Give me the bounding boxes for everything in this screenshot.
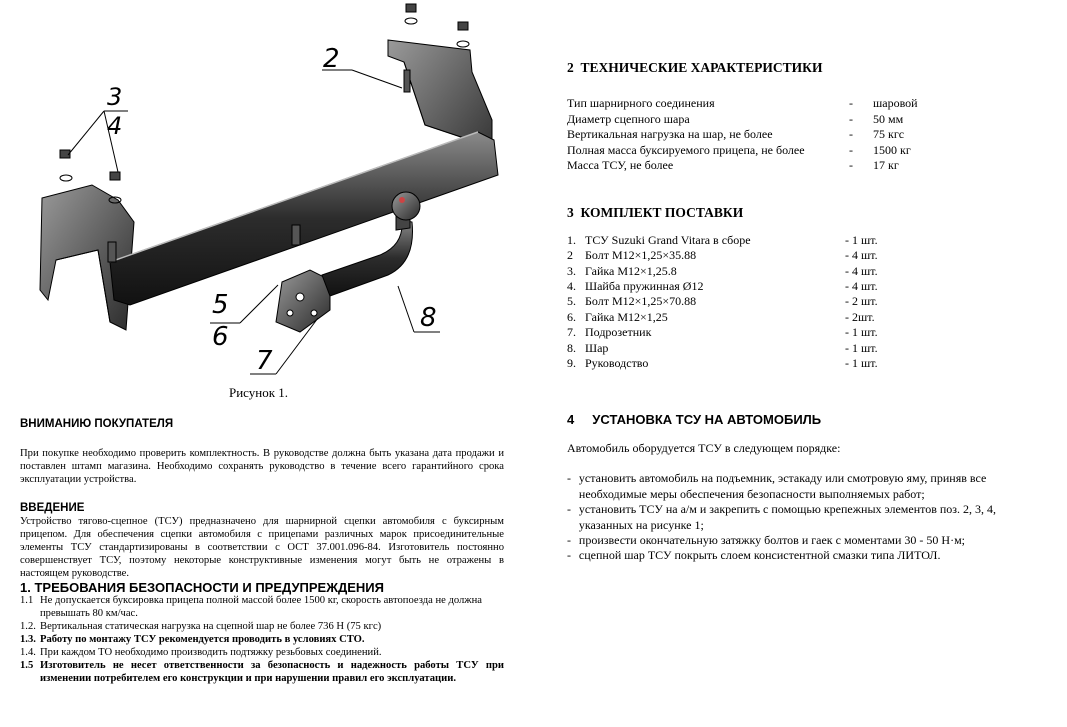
safety-item-text: Не допускается буксировка прицепа полной массой более 1500 кг, скорость автопоезда не должна превышать 80 км/час. bbox=[40, 595, 482, 619]
kit-idx: 1. bbox=[567, 232, 576, 247]
specs-heading bbox=[567, 60, 1037, 75]
spec-name: Полная масса буксируемого прицепа, не более bbox=[567, 142, 805, 157]
spec-dash: - bbox=[849, 111, 853, 126]
safety-item-num: 1.4. bbox=[20, 647, 36, 658]
callout-2: 2 bbox=[323, 44, 340, 74]
callout-5: 5 bbox=[212, 290, 229, 320]
safety-item bbox=[20, 659, 504, 685]
callout-8: 8 bbox=[420, 303, 437, 333]
kit-qty: - 2 шт. bbox=[845, 294, 878, 309]
spec-name: Диаметр сцепного шара bbox=[567, 111, 690, 126]
kit-idx: 7. bbox=[567, 325, 576, 340]
spec-value: 50 мм bbox=[873, 111, 904, 126]
kit-idx: 5. bbox=[567, 294, 576, 309]
kit-idx: 6. bbox=[567, 309, 576, 324]
specs-num: 2 bbox=[567, 60, 574, 75]
kit-row bbox=[567, 279, 1037, 294]
kit-row bbox=[567, 248, 1037, 263]
spec-value: 75 кгс bbox=[873, 127, 905, 142]
kit-qty: - 1 шт. bbox=[845, 232, 878, 247]
towbar-drawing bbox=[0, 0, 520, 390]
kit-row bbox=[567, 325, 1037, 340]
spec-name: Масса ТСУ, не более bbox=[567, 158, 674, 173]
kit-qty: - 1 шт. bbox=[845, 325, 878, 340]
kit-name: Болт М12×1,25×70.88 bbox=[585, 294, 697, 309]
install-num: 4 bbox=[567, 411, 575, 427]
right-column bbox=[567, 60, 1037, 564]
specs-title: ТЕХНИЧЕСКИЕ ХАРАКТЕРИСТИКИ bbox=[580, 60, 823, 75]
callout-3: 3 bbox=[107, 83, 123, 111]
callout-7: 7 bbox=[256, 346, 273, 376]
kit-name: Руководство bbox=[585, 356, 649, 371]
kit-title: КОМПЛЕКТ ПОСТАВКИ bbox=[580, 205, 744, 221]
kit-row bbox=[567, 294, 1037, 309]
spec-dash: - bbox=[849, 96, 853, 111]
install-step-text: произвести окончательную затяжку болтов и гаек с моментами 30 - 50 Н·м; bbox=[578, 532, 965, 547]
spec-name: Вертикальная нагрузка на шар, не более bbox=[567, 127, 773, 142]
safety-item-text: Вертикальная статическая нагрузка на сцепной шар не более 736 Н (75 кгс) bbox=[40, 621, 382, 632]
install-step: - установить автомобиль на подъемник, эстакаду или смотровую яму, приняв все необходимые меры обеспечения безопасности выполняемых работ; bbox=[567, 471, 1037, 502]
notice-text: При покупке необходимо проверить комплектность. В руководстве должна быть указана дата продажи и поставлен штамп магазина. Необходимо сохранять руководство в течение всего гарантийного срока эксплуатации устройства. bbox=[20, 448, 504, 485]
kit-name: Подрозетник bbox=[585, 325, 652, 340]
spec-name: Тип шарнирного соединения bbox=[567, 96, 715, 111]
spec-value: шаровой bbox=[873, 96, 918, 111]
spec-row bbox=[567, 96, 1037, 111]
left-column bbox=[20, 418, 504, 685]
spec-row bbox=[567, 127, 1037, 142]
safety-title: ТРЕБОВАНИЯ БЕЗОПАСНОСТИ И ПРЕДУПРЕЖДЕНИЯ bbox=[34, 580, 384, 595]
kit-idx: 9. bbox=[567, 356, 576, 371]
kit-row bbox=[567, 310, 1037, 325]
spec-row bbox=[567, 158, 1037, 173]
notice-title: ВНИМАНИЮ ПОКУПАТЕЛЯ bbox=[20, 418, 174, 430]
safety-item-text: Работу по монтажу ТСУ рекомендуется проводить в условиях СТО. bbox=[40, 634, 365, 645]
kit-row bbox=[567, 356, 1037, 371]
kit-name: Шар bbox=[585, 340, 609, 355]
kit-row bbox=[567, 233, 1037, 248]
safety-item bbox=[20, 620, 504, 633]
kit-row bbox=[567, 341, 1037, 356]
specs-table bbox=[567, 96, 1037, 173]
safety-item-num: 1.2. bbox=[20, 621, 36, 632]
spec-row bbox=[567, 143, 1037, 158]
kit-name: Шайба пружинная Ø12 bbox=[585, 279, 704, 294]
kit-idx: 4. bbox=[567, 279, 576, 294]
kit-table bbox=[567, 233, 1037, 372]
safety-item-text: Изготовитель не несет ответственности за безопасность и надежность работы ТСУ при изменении потребителем его конструкции и при нарушении правил его эксплуатации. bbox=[40, 660, 504, 684]
kit-name: Гайка М12×1,25.8 bbox=[585, 263, 677, 278]
spec-row bbox=[567, 112, 1037, 127]
kit-idx: 3. bbox=[567, 263, 576, 278]
kit-name: Болт М12×1,25×35.88 bbox=[585, 248, 697, 263]
kit-row bbox=[567, 264, 1037, 279]
kit-idx: 2 bbox=[567, 248, 573, 263]
install-step: - установить ТСУ на а/м и закрепить с помощью крепежных элементов поз. 2, 3, 4, указанных на рисунке 1; bbox=[567, 502, 1037, 533]
safety-item-num: 1.5 bbox=[20, 660, 34, 671]
intro-title: ВВЕДЕНИЕ bbox=[20, 502, 85, 514]
install-step: - произвести окончательную затяжку болтов и гаек с моментами 30 - 50 Н·м; bbox=[567, 533, 1037, 548]
kit-qty: - 1 шт. bbox=[845, 356, 878, 371]
figure-caption: Рисунок 1. bbox=[229, 385, 289, 400]
spec-value: 17 кг bbox=[873, 158, 899, 173]
safety-item bbox=[20, 646, 504, 659]
safety-num: 1. bbox=[20, 580, 31, 595]
safety-item bbox=[20, 594, 504, 620]
spec-dash: - bbox=[849, 158, 853, 173]
spec-value: 1500 кг bbox=[873, 142, 911, 157]
kit-idx: 8. bbox=[567, 340, 576, 355]
kit-qty: - 4 шт. bbox=[845, 263, 878, 278]
install-heading bbox=[567, 412, 1037, 427]
install-step-text: сцепной шар ТСУ покрыть слоем консистентной смазки типа ЛИТОЛ. bbox=[578, 548, 941, 563]
kit-heading bbox=[567, 205, 1037, 220]
kit-qty: - 4 шт. bbox=[845, 248, 878, 263]
install-step: - сцепной шар ТСУ покрыть слоем консистентной смазки типа ЛИТОЛ. bbox=[567, 548, 1037, 563]
kit-qty: - 4 шт. bbox=[845, 279, 878, 294]
install-title: УСТАНОВКА ТСУ НА АВТОМОБИЛЬ bbox=[592, 411, 822, 427]
install-step-text: установить ТСУ на а/м и закрепить с помощью крепежных элементов поз. 2, 3, 4, указанных на рисунке 1; bbox=[578, 502, 997, 532]
install-step-text: установить автомобиль на подъемник, эстакаду или смотровую яму, приняв все необходимые меры обеспечения безопасности выполняемых работ; bbox=[578, 471, 987, 501]
callout-6: 6 bbox=[212, 322, 229, 352]
safety-item-text: При каждом ТО необходимо производить подтяжку резьбовых соединений. bbox=[40, 647, 382, 658]
safety-item-num: 1.3. bbox=[20, 634, 36, 645]
kit-num: 3 bbox=[567, 205, 574, 221]
safety-item bbox=[20, 633, 504, 646]
kit-name: Гайка М12×1,25 bbox=[585, 309, 668, 324]
spec-dash: - bbox=[849, 142, 853, 157]
safety-heading bbox=[20, 581, 504, 594]
kit-qty: - 1 шт. bbox=[845, 340, 878, 355]
intro-text: Устройство тягово-сцепное (ТСУ) предназначено для шарнирной сцепки автомобиля с буксирным прицепом. Для обеспечения сцепки автомобиля с прицепами различных марок присоединительные элементы ТСУ стандартизированы в соответствии с ОСТ 37.001.096-84. Изготовитель постоянно совершенствует ТСУ, поэтому некоторые конструктивные изменения могут быть не отражены в настоящем руководстве. bbox=[20, 516, 504, 579]
install-intro: Автомобиль оборудуется ТСУ в следующем порядке: bbox=[567, 440, 841, 455]
kit-name: ТСУ Suzuki Grand Vitara в сборе bbox=[585, 232, 751, 247]
kit-qty: - 2шт. bbox=[845, 309, 875, 324]
callout-4: 4 bbox=[107, 112, 123, 140]
spec-dash: - bbox=[849, 127, 853, 142]
safety-item-num: 1.1 bbox=[20, 595, 34, 606]
